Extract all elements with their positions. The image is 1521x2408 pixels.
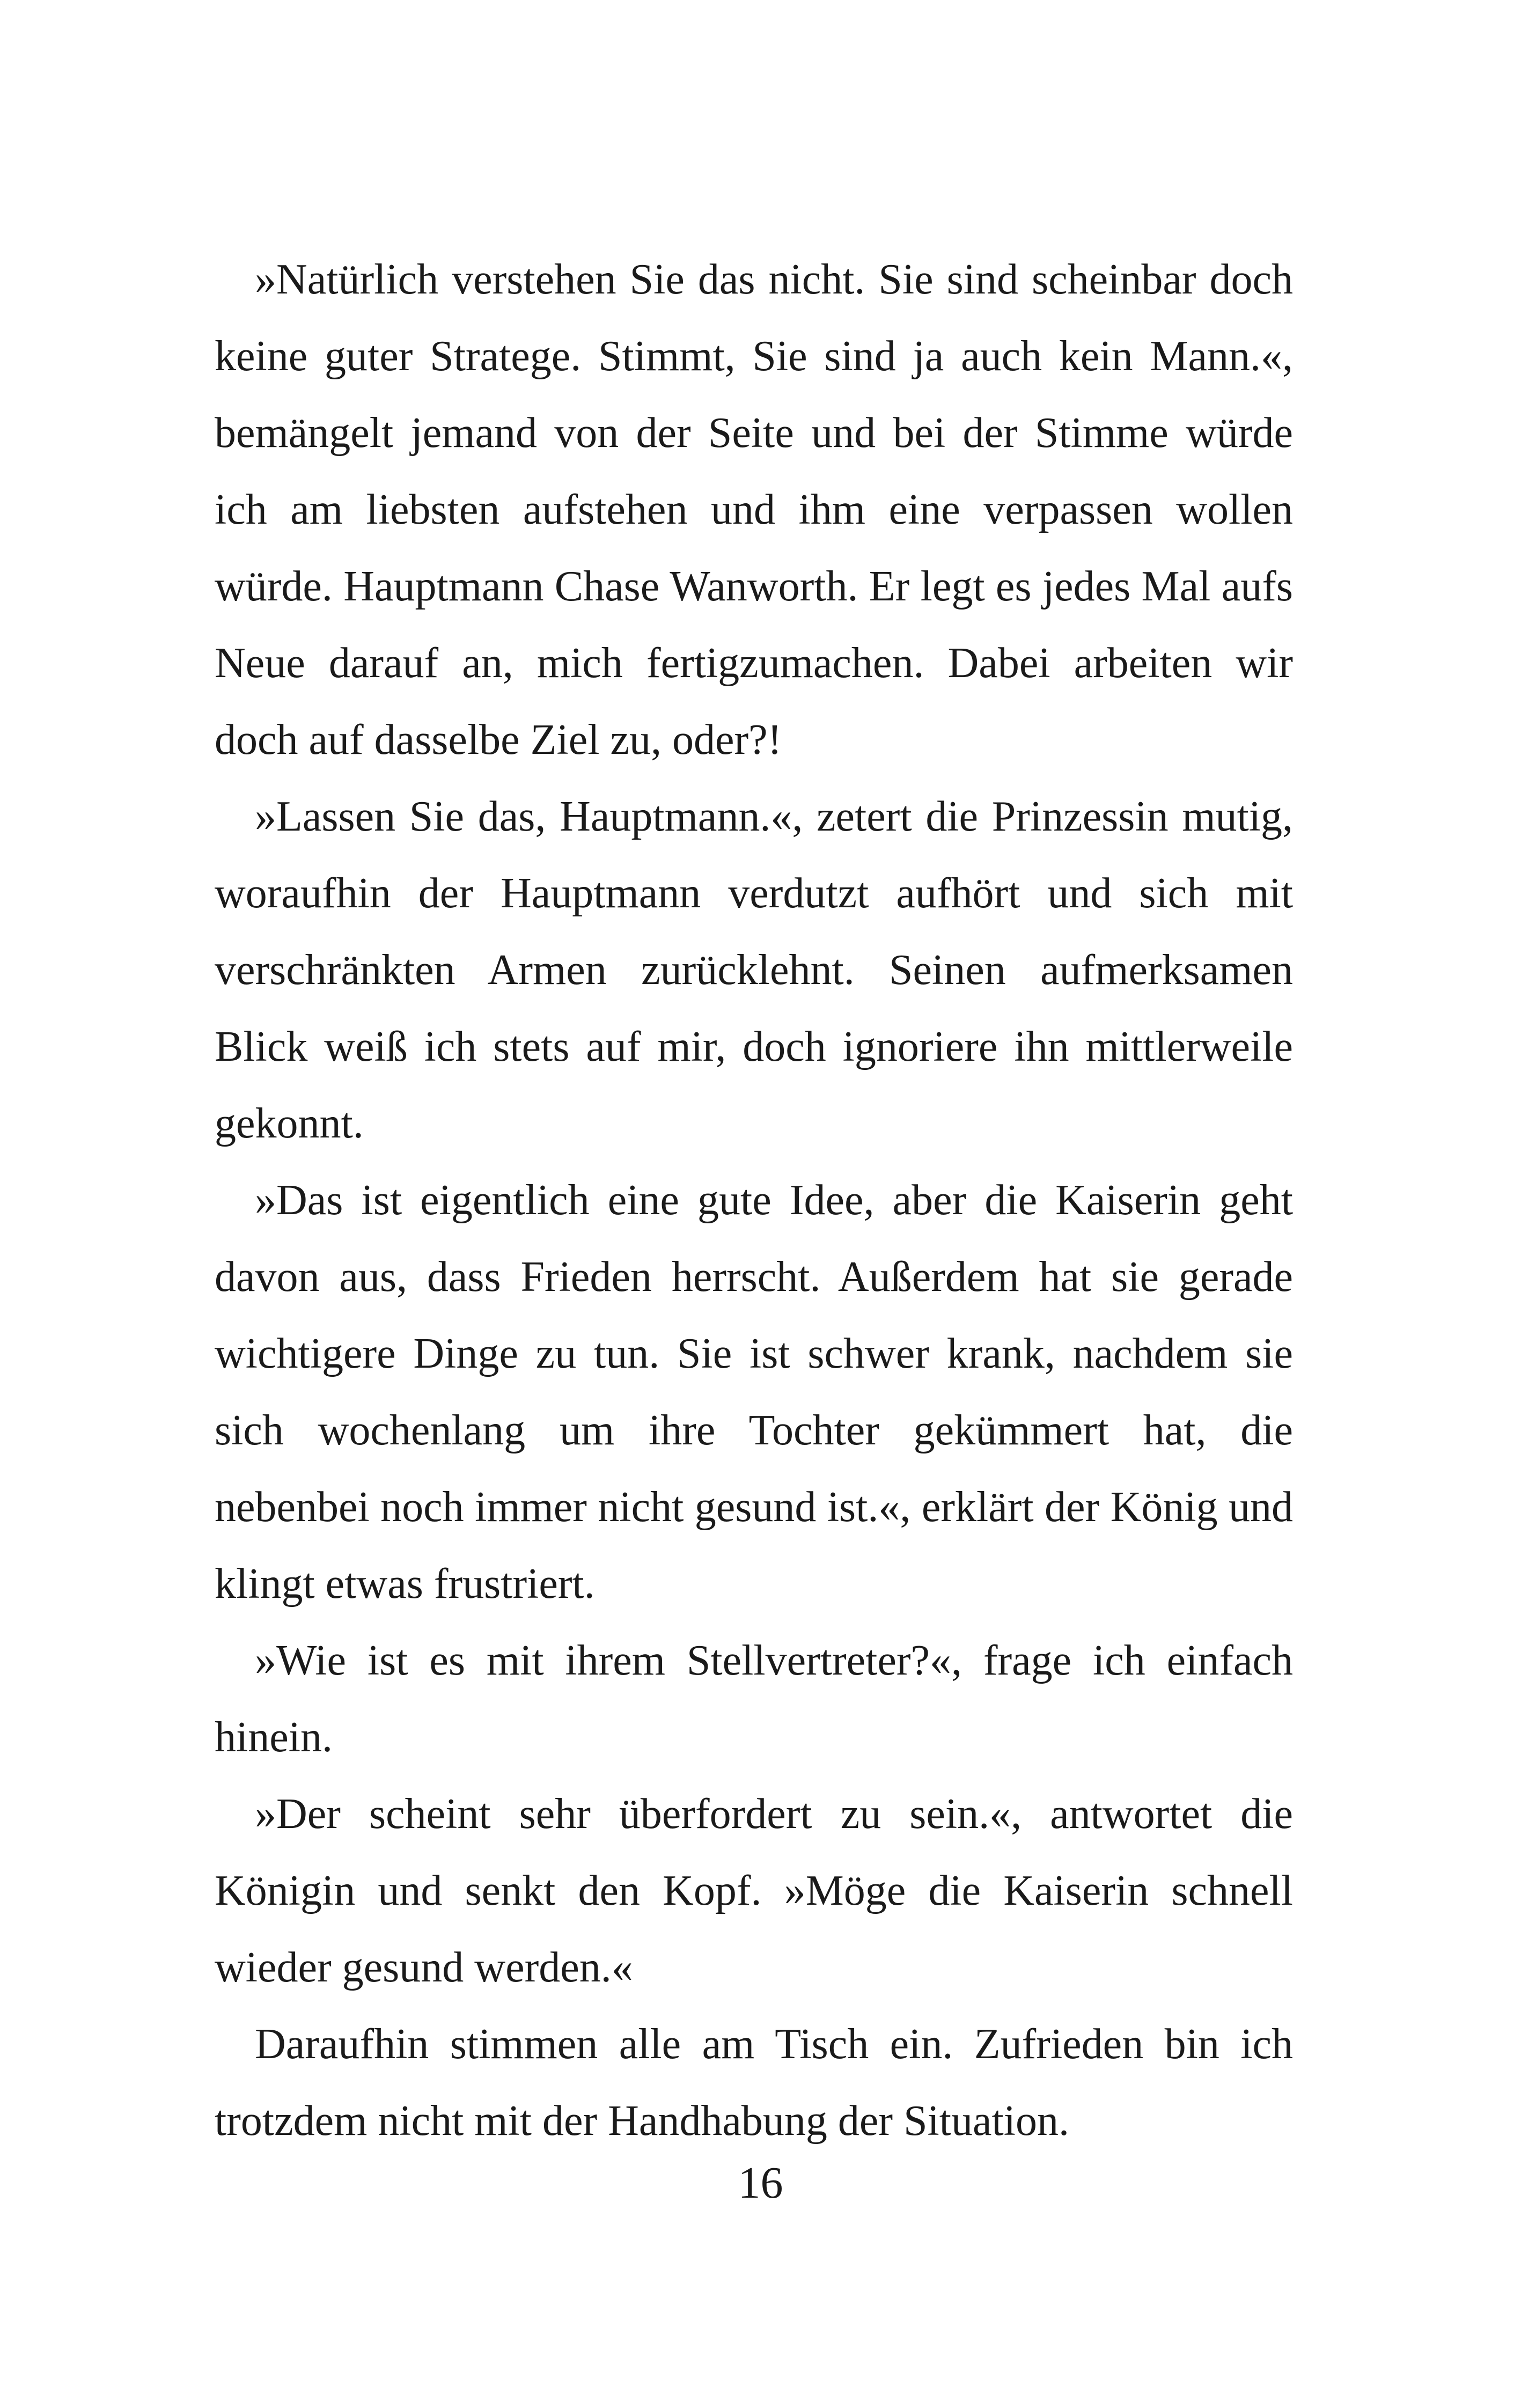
paragraph: »Natürlich verstehen Sie das nicht. Sie sind scheinbar doch keine guter Stratege. Stimmt, Sie sind ja auch kein Mann.«, bemängelt jemand von der Seite und bei der Stimme würde ich am liebsten aufstehen und ihm eine verpassen wollen würde. Hauptmann Chase Wanworth. Er legt es jedes Mal aufs Neue darauf an, mich fertigzumachen. Dabei arbeiten wir doch auf dasselbe Ziel zu, oder?! xyxy=(215,256,1293,763)
paragraph: »Lassen Sie das, Hauptmann.«, zetert die Prinzessin mutig, woraufhin der Hauptmann verdutzt aufhört und sich mit verschränkten Armen zurücklehnt. Seinen aufmerksamen Blick weiß ich stets auf mir, doch ignoriere ihn mittlerweile gekonnt. xyxy=(215,793,1293,1147)
paragraph: »Wie ist es mit ihrem Stellvertreter?«, frage ich einfach hinein. xyxy=(215,1637,1293,1761)
page-number: 16 xyxy=(738,2158,783,2208)
body-text xyxy=(215,241,1293,2160)
paragraph: »Der scheint sehr überfordert zu sein.«, antwortet die Königin und senkt den Kopf. »Möge die Kaiserin schnell wieder gesund werden.« xyxy=(215,1790,1293,1991)
paragraph: »Das ist eigentlich eine gute Idee, aber die Kaiserin geht davon aus, dass Frieden herrscht. Außerdem hat sie gerade wichtigere Dinge zu tun. Sie ist schwer krank, nachdem sie sich wochenlang um ihre Tochter gekümmert hat, die nebenbei noch immer nicht gesund ist.«, erklärt der König und klingt etwas frustriert. xyxy=(215,1177,1293,1607)
paragraph: Daraufhin stimmen alle am Tisch ein. Zufrieden bin ich trotzdem nicht mit der Handhabung der Situation. xyxy=(215,2021,1293,2145)
